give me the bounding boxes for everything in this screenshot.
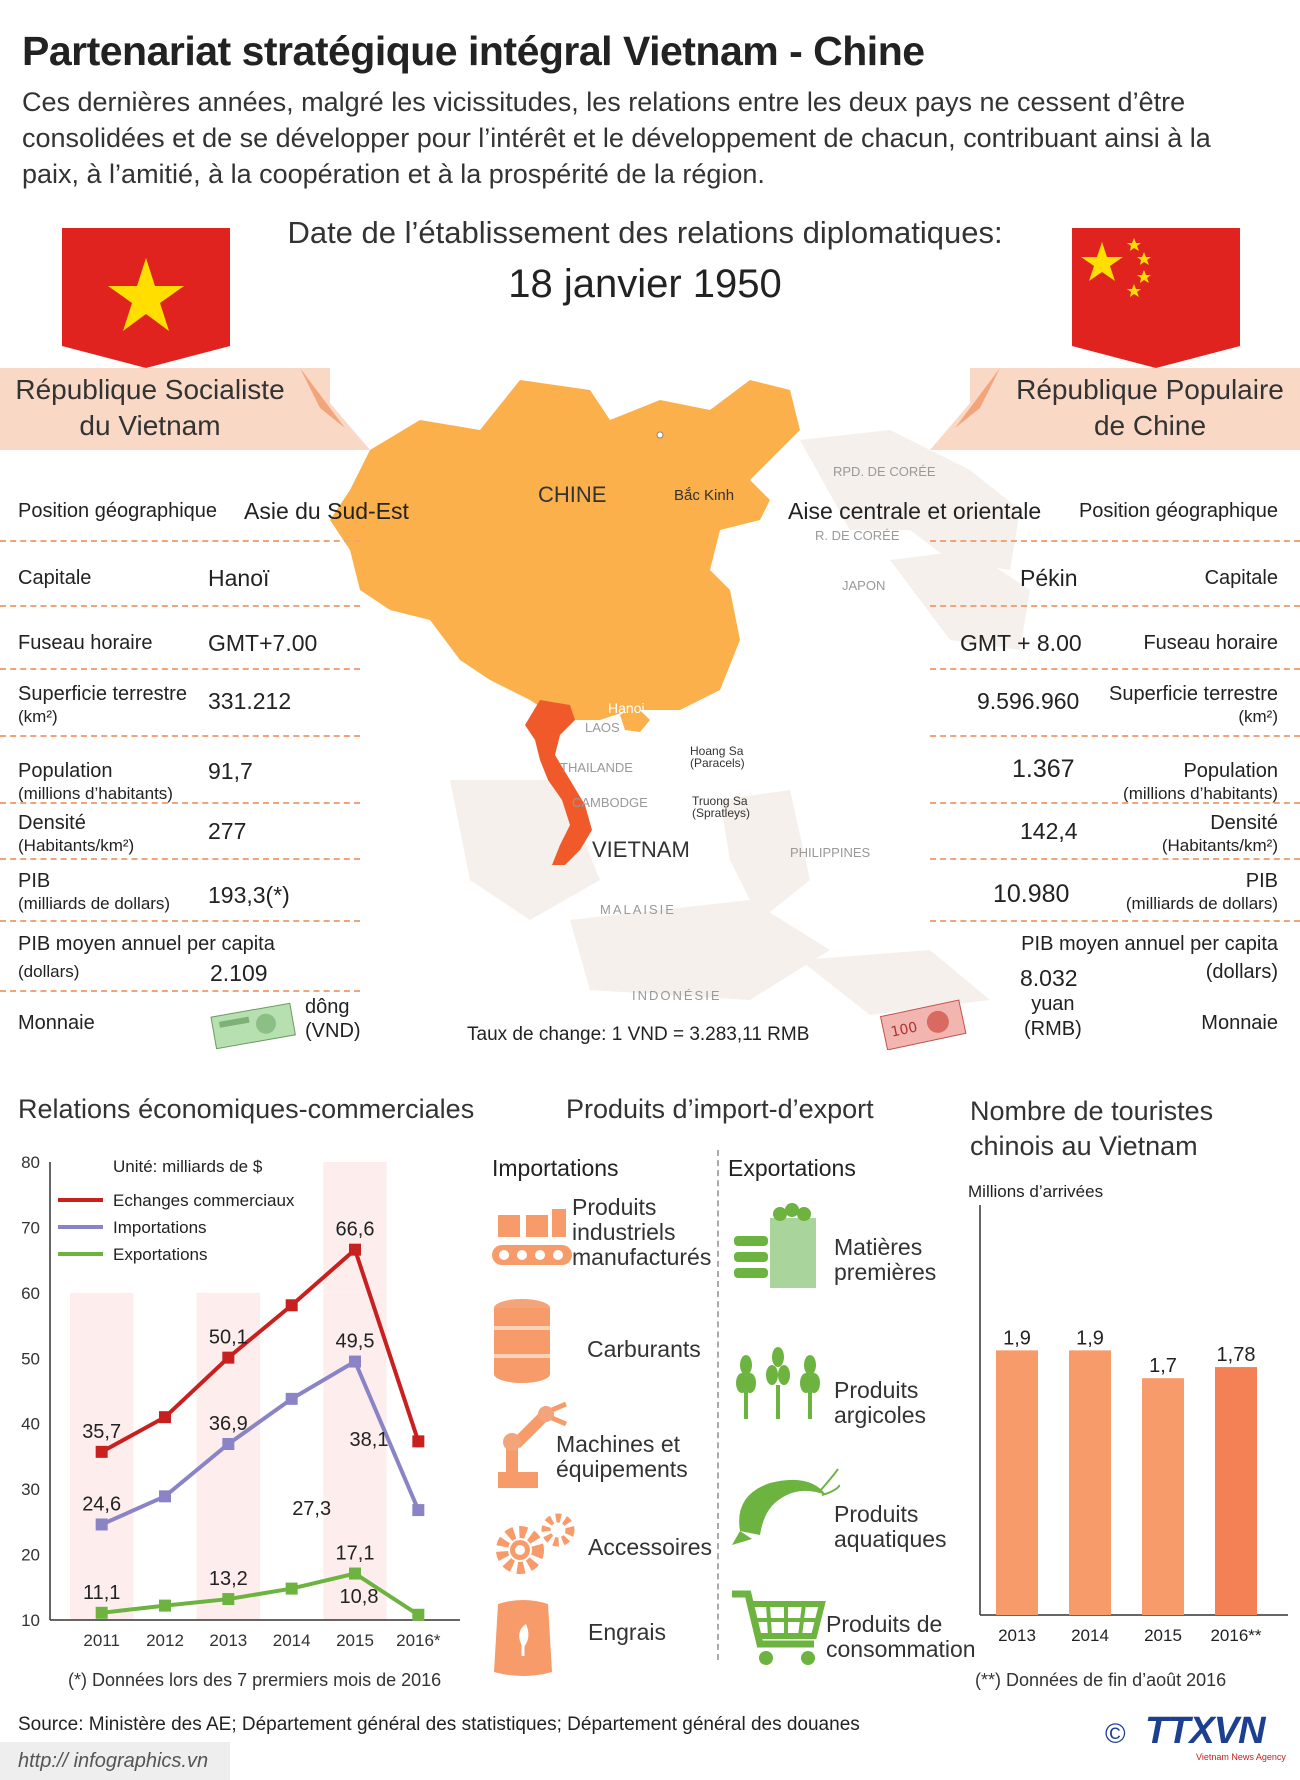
cn-capital-value: Pékin [1020,565,1078,591]
map-label-thailande: THAILANDE [560,760,633,775]
y-tick-label: 60 [21,1283,40,1303]
map-label-indonesie: INDONÉSIE [632,988,722,1003]
divider [0,540,360,542]
intro-text: Ces dernières années, malgré les vicissitudes, les relations entre les deux pays ne cessent d’être consolidées et de se développer pour l’intérêt et le développement de chacun, contribuant ainsi à la paix, à l’amitié, à la coopération et à la prospérité de la région. [22,87,1211,189]
y-tick-label: 70 [21,1218,40,1238]
import-item-2: Machines et équipements [556,1431,688,1482]
data-label: 17,1 [335,1542,375,1565]
source-text: Source: Ministère des AE; Département général des statistiques; Département général des douanes [18,1714,860,1735]
bar [1069,1350,1111,1615]
svg-text:100: 100 [889,1019,919,1041]
x-tick-label: 2013 [998,1626,1036,1645]
tourists-bar-chart [968,1205,1293,1655]
export-item-2: Produits aquatiques [834,1501,947,1552]
trade-chart-title: Relations économiques-commerciales [18,1094,475,1124]
cn-pop-value: 1.367 [1012,755,1075,783]
trade-chart-note: (*) Données lors des 7 prermiers mois de 2016 [68,1670,442,1690]
rmb-banknote-icon [878,998,968,1050]
data-label: 35,7 [82,1420,122,1443]
vn-geo-value: Asie du Sud-Est [244,498,409,524]
vn-dens-value: 277 [208,818,247,844]
import-item-4: Engrais [588,1619,666,1645]
export-item-1: Produits argicoles [834,1377,927,1428]
x-tick-label: 2016** [1210,1626,1262,1645]
y-tick-label: 30 [21,1480,40,1500]
cn-currency-value: yuan (RMB) [1024,993,1082,1040]
map-label-hoangsa: Hoang Sa (Paracels) [690,744,745,770]
map-label-cambodge: CAMBODGE [572,795,648,810]
map-label-rpd: RPD. DE CORÉE [833,464,936,479]
cn-pop-label: Population (millions d’habitants) [1123,760,1278,803]
y-tick-label: 50 [21,1349,40,1369]
vn-gdp-value: 193,3(*) [208,882,290,908]
cn-area-label: Superficie terrestre (km²) [1109,683,1278,726]
export-item-3: Produits de consommation [826,1611,976,1662]
data-point [412,1609,424,1621]
trade-line-chart [10,1150,470,1650]
vn-currency-value: dông (VND) [305,996,361,1042]
cn-gdp-value: 10.980 [993,880,1070,908]
divider [930,802,1300,804]
cn-tz-label: Fuseau horaire [1143,632,1278,654]
legend-label: Exportations [113,1245,208,1264]
cn-gdppc-label: PIB moyen annuel per capita (dollars) [1021,933,1278,983]
bar [1215,1367,1257,1615]
map-label-truongsa: Truong Sa (Spratleys) [692,794,751,820]
wheat-icon [730,1345,826,1421]
x-tick-label: 2014 [272,1631,311,1650]
vn-gdppc-value: 2.109 [210,960,268,986]
cn-capital-label: Capitale [1204,567,1278,589]
divider [0,802,360,804]
map-label-malaisie: MALAISIE [600,902,676,917]
vnd-banknote-icon [208,1000,298,1050]
divider [930,735,1300,737]
data-label: 27,3 [292,1497,332,1520]
divider [0,990,360,992]
data-point [349,1356,361,1368]
map-label-philippines: PHILIPPINES [790,845,871,860]
raw-materials-icon [730,1200,820,1290]
divider [930,920,1300,922]
cn-dens-value: 142,4 [1020,818,1078,844]
agency-name: Vietnam News Agency [1196,1752,1286,1762]
export-item-0: Matières premières [834,1234,937,1285]
x-tick-label: 2015 [1144,1626,1182,1645]
vn-geo-label: Position géographique [18,500,218,522]
china-name: République Populaire de Chine [1016,374,1284,441]
y-tick-label: 20 [21,1545,40,1565]
date-value: 18 janvier 1950 [508,262,782,306]
data-point [286,1393,298,1405]
map-label-japon: JAPON [842,578,886,593]
y-tick-label: 80 [21,1153,40,1172]
data-label: 13,2 [208,1568,248,1591]
data-point [159,1411,171,1423]
data-label: 50,1 [208,1326,248,1349]
cn-geo-value: Aise centrale et orientale [788,498,1042,524]
map-label-rcoree: R. DE CORÉE [815,528,900,543]
shopping-cart-icon [730,1588,826,1670]
asia-map [330,360,1030,1020]
data-point [349,1244,361,1256]
data-point [96,1607,108,1619]
vietnam-name: République Socialiste du Vietnam [15,374,285,441]
data-point [159,1600,171,1612]
x-tick-label: 2013 [209,1631,248,1650]
y-tick-label: 10 [21,1611,40,1630]
ttxvn-logo: TTXVN [1145,1710,1265,1752]
map-label-vietnam: VIETNAM [592,837,690,862]
data-label: 49,5 [335,1330,375,1353]
shrimp-icon [730,1465,840,1547]
data-point [96,1518,108,1530]
legend-label: Echanges commerciaux [113,1191,295,1210]
x-tick-label: 2015 [336,1631,374,1650]
data-label: 36,9 [208,1412,248,1435]
date-title: Date de l’établissement des relations diplomatiques: [287,215,1003,250]
data-point [412,1435,424,1447]
map-label-china: CHINE [538,482,607,507]
exchange-rate: Taux de change: 1 VND = 3.283,11 RMB [467,1024,810,1045]
vn-pop-value: 91,7 [208,758,253,784]
map-label-laos: LAOS [585,720,620,735]
copyright-icon: © [1105,1718,1126,1749]
trade-products-title: Produits d’import-d’export [566,1094,874,1124]
gears-icon [492,1510,578,1580]
cn-geo-label: Position géographique [1078,500,1278,522]
divider [0,605,360,607]
vn-tz-label: Fuseau horaire [18,632,153,654]
import-item-0: Produits industriels manufacturés [572,1194,712,1270]
china-band-arrow [930,368,1000,450]
data-label: 24,6 [82,1493,122,1516]
data-point [159,1490,171,1502]
vn-currency-label: Monnaie [18,1012,95,1034]
vietnam-band-arrow [300,368,370,450]
divider [0,668,360,670]
tourists-chart-title: Nombre de touristes chinois au Vietnam [970,1096,1214,1161]
x-tick-label: 2011 [83,1631,120,1650]
x-tick-label: 2012 [146,1631,184,1650]
fertilizer-bag-icon [492,1598,554,1678]
data-point [222,1593,234,1605]
divider [0,858,360,860]
factory-icon [492,1205,572,1285]
data-point [222,1352,234,1364]
y-tick-label: 40 [21,1414,40,1434]
data-point [412,1504,424,1516]
tourists-chart-note: (**) Données de fin d’août 2016 [975,1670,1227,1690]
data-point [286,1299,298,1311]
cn-gdp-label: PIB (milliards de dollars) [1125,870,1278,913]
bar-value-label: 1,9 [1003,1327,1031,1350]
bar [996,1350,1038,1615]
vn-area-value: 331.212 [208,688,292,714]
import-item-3: Accessoires [588,1534,712,1560]
cn-dens-label: Densité (Habitants/km²) [1161,812,1278,855]
vn-gdppc-label: PIB moyen annuel per capita (dollars) [18,933,275,981]
imports-title: Importations [492,1155,619,1181]
data-point [96,1446,108,1458]
vn-dens-label: Densité (Habitants/km²) [18,812,135,855]
divider [930,605,1300,607]
tourists-chart-unit: Millions d’arrivées [968,1182,1104,1201]
china-flag-icon [1072,228,1240,368]
data-label: 10,8 [339,1585,379,1608]
cn-tz-value: GMT + 8.00 [960,630,1082,656]
vn-area-label: Superficie terrestre (km²) [18,683,187,726]
divider [930,668,1300,670]
data-label: 11,1 [82,1581,121,1604]
data-label: 38,1 [349,1429,389,1452]
import-item-1: Carburants [587,1336,701,1362]
bar-value-label: 1,78 [1216,1344,1256,1367]
x-tick-label: 2016* [396,1631,441,1650]
cn-area-value: 9.596.960 [977,688,1080,714]
map-label-hanoi: Hanoi [608,700,645,716]
source-url[interactable]: http:// infographics.vn [18,1750,209,1772]
bar-value-label: 1,9 [1076,1327,1104,1350]
bar [1142,1378,1184,1615]
data-point [222,1438,234,1450]
vn-capital-value: Hanoï [208,565,270,591]
cn-gdppc-value: 8.032 [1020,965,1078,991]
divider [930,858,1300,860]
divider [930,540,1300,542]
chart-unit: Unité: milliards de $ [113,1157,263,1176]
bar-value-label: 1,7 [1149,1355,1177,1378]
exports-title: Exportations [728,1155,856,1181]
data-point [286,1583,298,1595]
map-label-beijing: Bắc Kinh [674,487,735,504]
divider [0,735,360,737]
data-point [349,1568,361,1580]
vn-tz-value: GMT+7.00 [208,630,318,656]
barrel-icon [492,1298,552,1384]
vn-capital-label: Capitale [18,567,92,589]
vn-gdp-label: PIB (milliards de dollars) [18,870,171,913]
page-title: Partenariat stratégique intégral Vietnam - Chine [22,28,925,74]
cn-currency-label: Monnaie [1201,1012,1278,1034]
legend-label: Importations [113,1218,207,1237]
vietnam-flag-icon [62,228,230,368]
x-tick-label: 2014 [1071,1626,1109,1645]
data-label: 66,6 [335,1218,375,1241]
divider [0,920,360,922]
vn-pop-label: Population (millions d’habitants) [18,760,173,803]
